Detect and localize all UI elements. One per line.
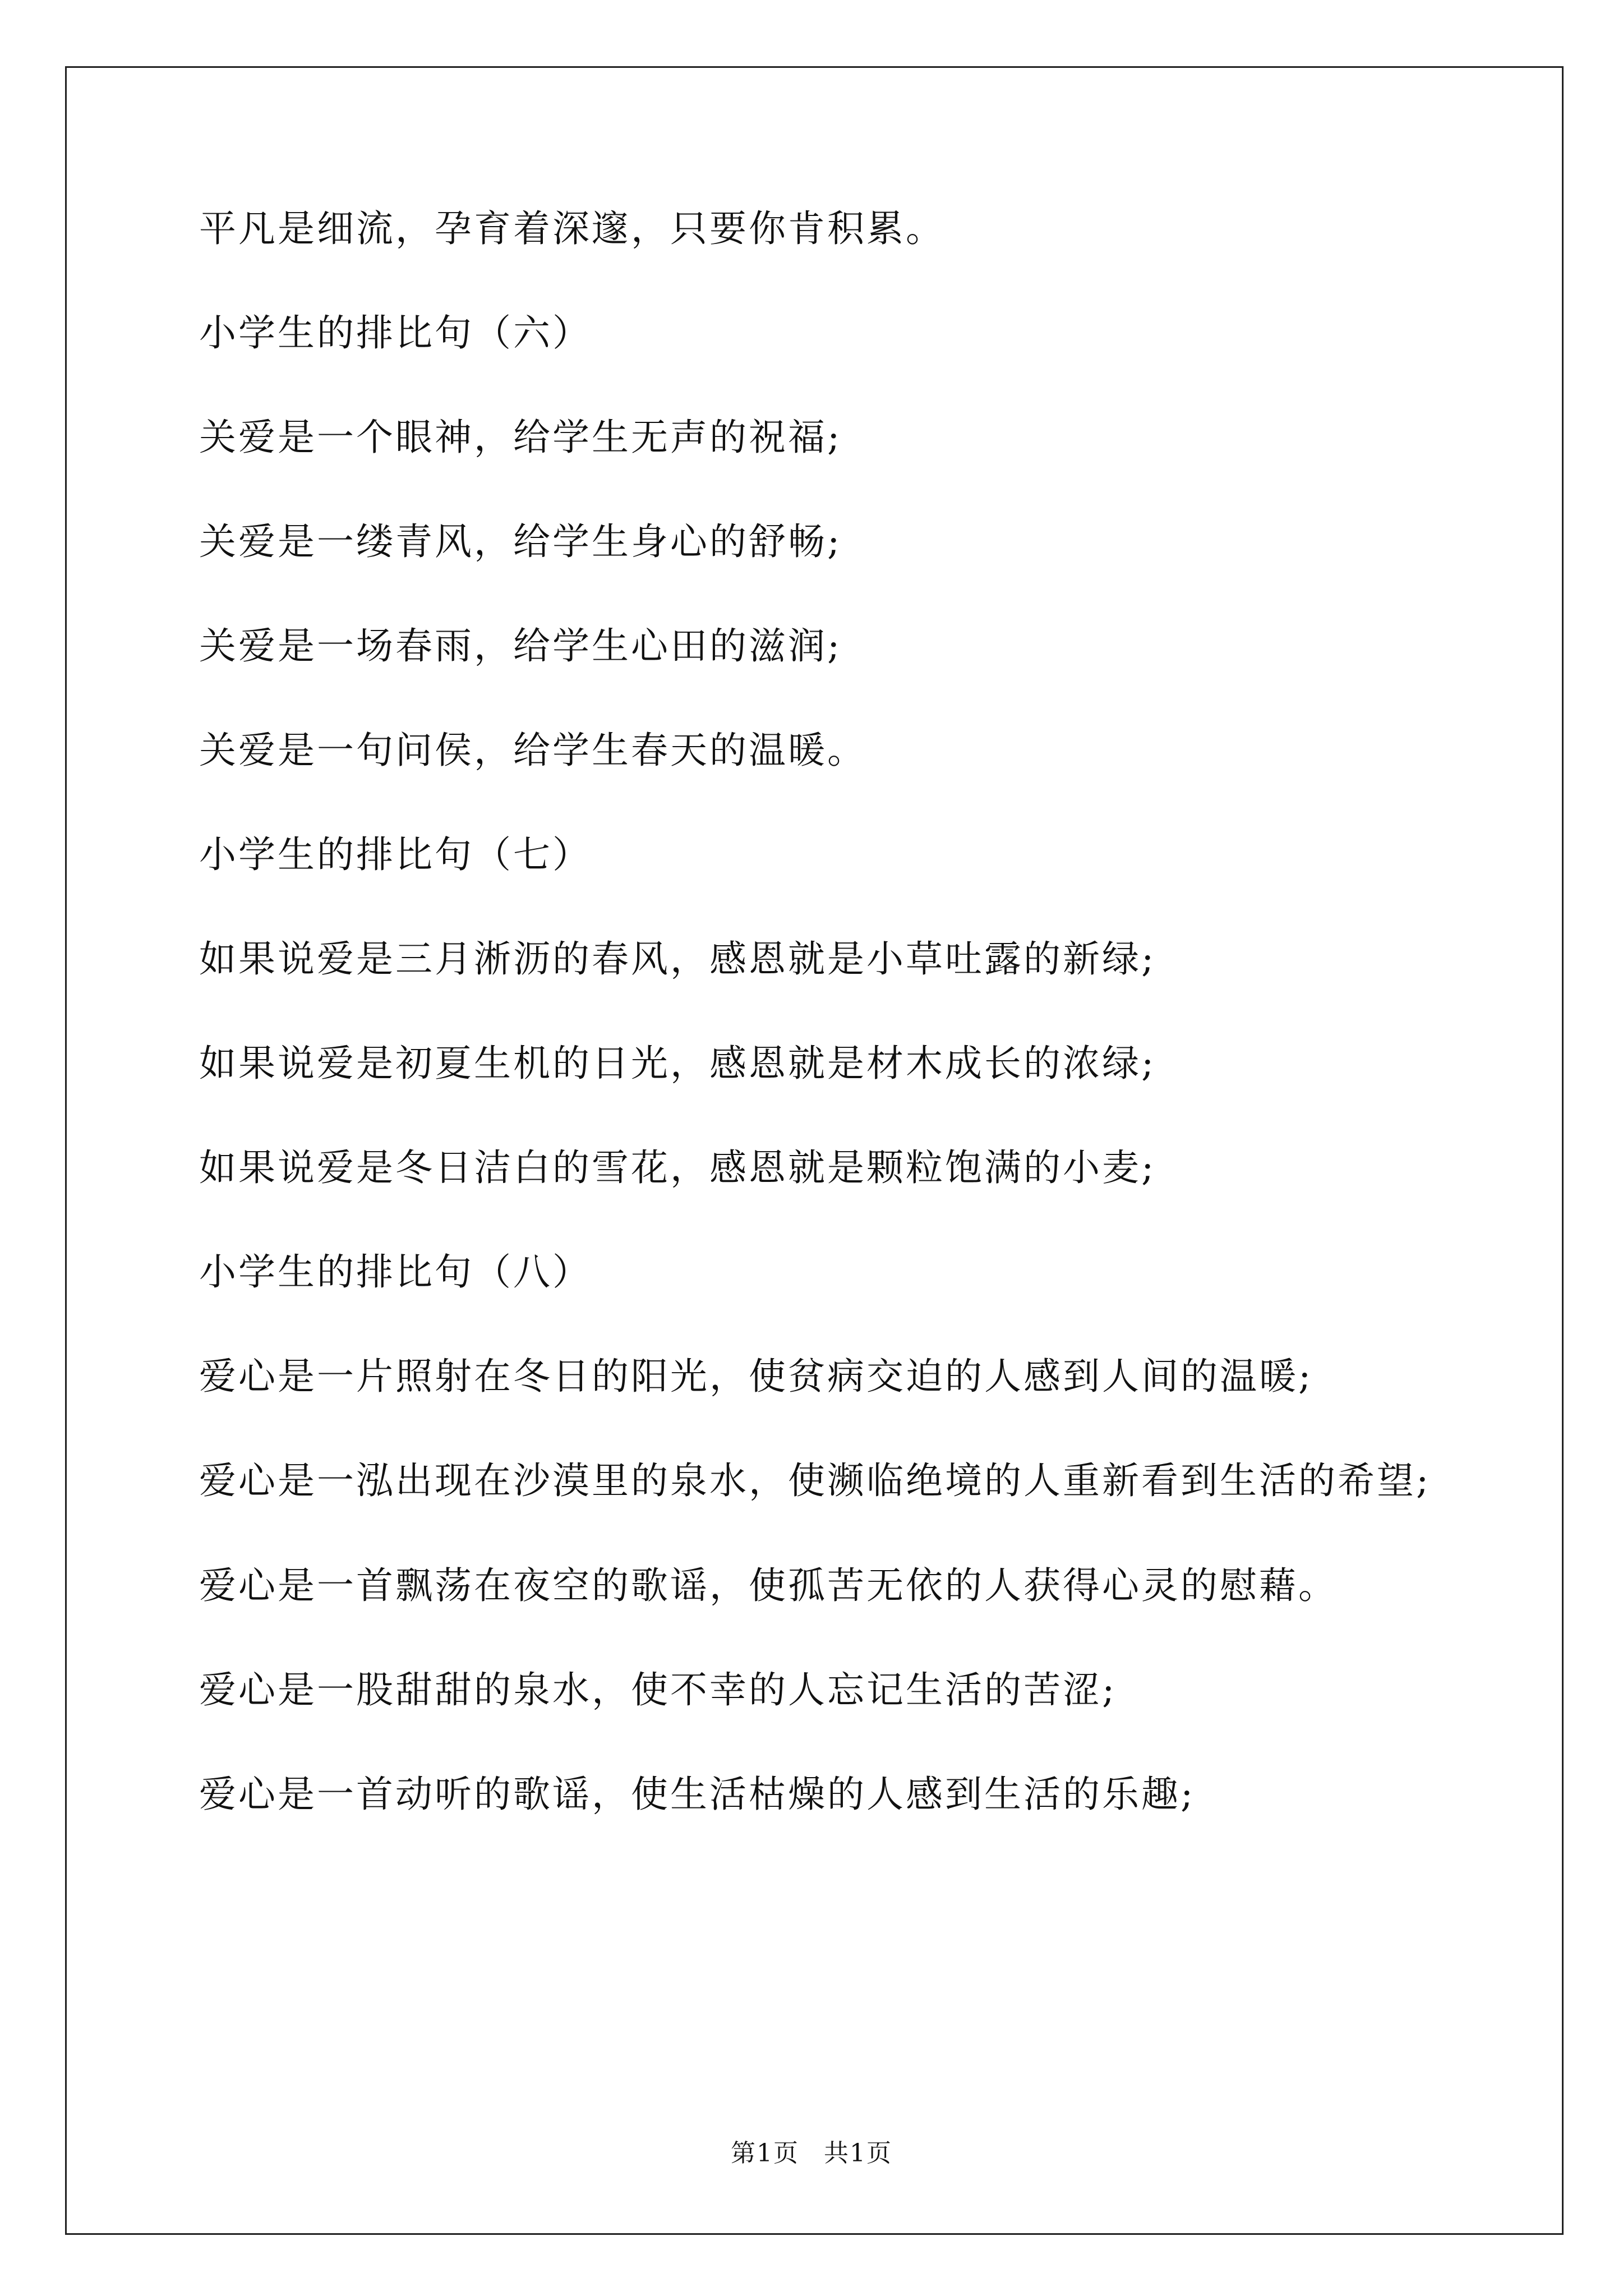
paragraph: 爱心是一片照射在冬日的阳光，使贫病交迫的人感到人间的温暖; xyxy=(199,1355,1313,1398)
paragraph: 如果说爱是初夏生机的日光，感恩就是材木成长的浓绿; xyxy=(199,1042,1156,1085)
section-heading: 小学生的排比句（六） xyxy=(199,311,592,355)
paragraph: 关爱是一缕青风，给学生身心的舒畅; xyxy=(199,520,842,563)
document-body xyxy=(199,202,1489,1872)
paragraph: 爱心是一股甜甜的泉水，使不幸的人忘记生活的苦涩; xyxy=(199,1668,1117,1711)
paragraph: 爱心是一首飘荡在夜空的歌谣，使孤苦无依的人获得心灵的慰藉。 xyxy=(199,1564,1338,1607)
paragraph: 如果说爱是三月淅沥的春风，感恩就是小草吐露的新绿; xyxy=(199,937,1156,981)
section-heading: 小学生的排比句（七） xyxy=(199,833,592,876)
page-number: 第1页 xyxy=(731,2139,799,2168)
paragraph: 爱心是一首动听的歌谣，使生活枯燥的人感到生活的乐趣; xyxy=(199,1773,1196,1816)
page-total: 共1页 xyxy=(824,2139,892,2168)
paragraph: 爱心是一泓出现在沙漠里的泉水，使濒临绝境的人重新看到生活的希望; xyxy=(199,1459,1431,1502)
paragraph: 如果说爱是冬日洁白的雪花，感恩就是颗粒饱满的小麦; xyxy=(199,1146,1156,1189)
section-heading: 小学生的排比句（八） xyxy=(199,1250,592,1294)
paragraph: 关爱是一个眼神，给学生无声的祝福; xyxy=(199,416,842,459)
paragraph: 平凡是细流，孕育着深邃，只要你肯积累。 xyxy=(199,207,945,250)
page-footer xyxy=(0,2133,1623,2169)
paragraph: 关爱是一句问侯，给学生春天的温暖。 xyxy=(199,729,866,772)
paragraph: 关爱是一场春雨，给学生心田的滋润; xyxy=(199,624,842,668)
